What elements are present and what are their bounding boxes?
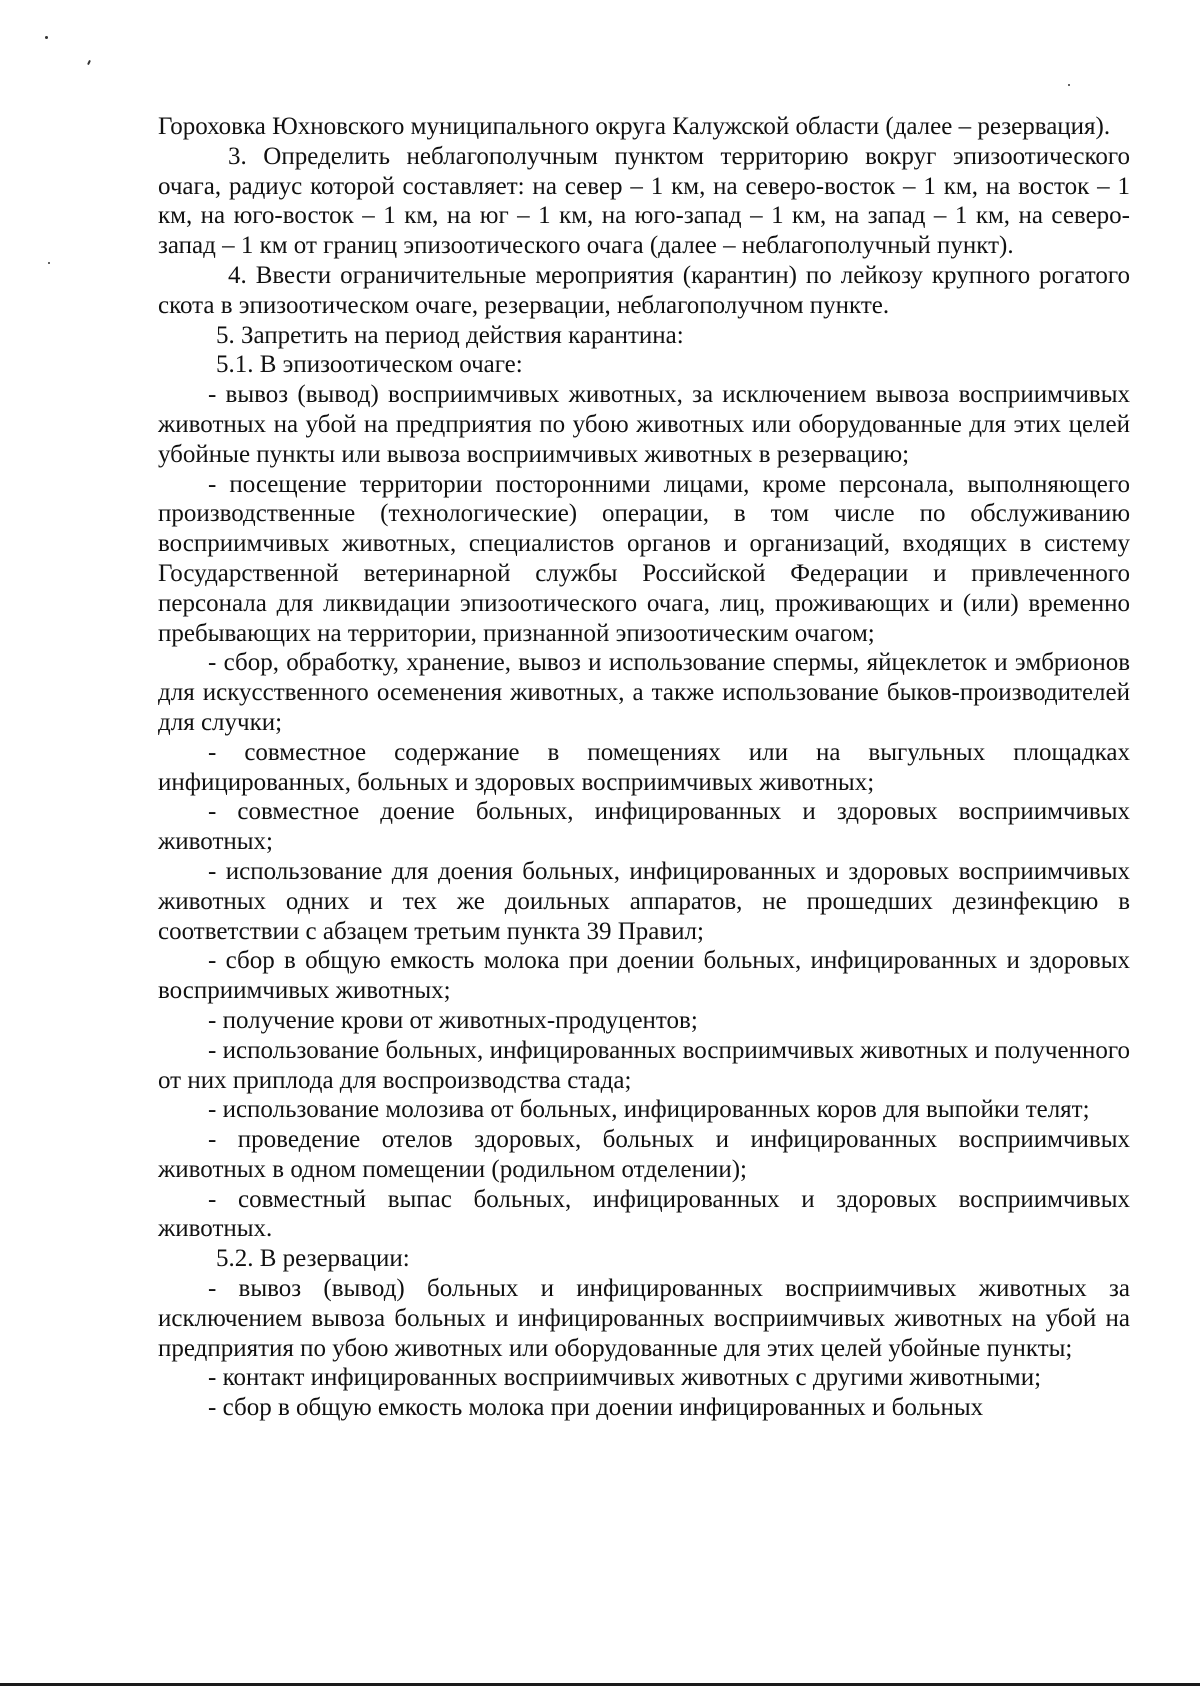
document-body bbox=[158, 112, 1130, 1423]
scan-speck bbox=[1068, 84, 1070, 86]
list-item: - получение крови от животных-продуцентов; bbox=[208, 1006, 698, 1034]
list-item: - использование молозива от больных, инфицированных коров для выпойки телят; bbox=[208, 1096, 1090, 1124]
scan-speck bbox=[87, 60, 91, 65]
list-item: - проведение отелов здоровых, больных и инфицированных восприимчивых животных в одном помещении (родильном отделении); bbox=[158, 1126, 1130, 1183]
paragraph: 3. Определить неблагополучным пунктом территорию вокруг эпизоотического очага, радиус которой составляет: на север – 1 км, на северо-восток – 1 км, на восток – 1 км, на юго-восток – 1 км, на юг – 1 км, на юго-запад – 1 км, на запад – 1 км, на северо-запад – 1 км от границ эпизоотического очага (далее – неблагополучный пункт). bbox=[158, 142, 1130, 260]
list-item: - контакт инфицированных восприимчивых животных с другими животными; bbox=[208, 1364, 1042, 1392]
scan-speck bbox=[45, 36, 48, 39]
paragraph: 5.1. В эпизоотическом очаге: bbox=[216, 351, 523, 379]
paragraph: 4. Ввести ограничительные мероприятия (карантин) по лейкозу крупного рогатого скота в эпизоотическом очаге, резервации, неблагополучном пункте. bbox=[158, 261, 1130, 319]
list-item: - использование больных, инфицированных восприимчивых животных и полученного от них приплода для воспроизводства стада; bbox=[158, 1036, 1130, 1094]
page-bottom-edge bbox=[0, 1683, 1200, 1686]
list-item: - сбор, обработку, хранение, вывоз и использование спермы, яйцеклеток и эмбрионов для искусственного осеменения животных, а также использование быков-производителей для случки; bbox=[158, 649, 1130, 736]
paragraph: 5. Запретить на период действия карантина: bbox=[216, 321, 684, 349]
list-item: - использование для доения больных, инфицированных и здоровых восприимчивых животных одних и тех же доильных аппаратов, не прошедших дезинфекцию в соответствии с абзацем третьим пункта 39 Правил; bbox=[158, 857, 1130, 945]
paragraph: 5.2. В резервации: bbox=[216, 1245, 410, 1273]
paragraph: Гороховка Юхновского муниципального округа Калужской области (далее – резервация). bbox=[158, 113, 1111, 140]
list-item: - вывоз (вывод) восприимчивых животных, за исключением вывоза восприимчивых животных на убой на предприятия по убою животных или оборудованные для этих целей убойные пункты или вывоза восприимчивых животных в резервацию; bbox=[158, 381, 1130, 468]
list-item: - вывоз (вывод) больных и инфицированных восприимчивых животных за исключением вывоза больных и инфицированных восприимчивых животных на убой на предприятия по убою животных или оборудованные для этих целей убойные пункты; bbox=[158, 1275, 1130, 1362]
scan-speck bbox=[48, 262, 50, 264]
list-item: - совместное содержание в помещениях или на выгульных площадках инфицированных, больных и здоровых восприимчивых животных; bbox=[158, 738, 1130, 796]
list-item: - совместное доение больных, инфицированных и здоровых восприимчивых животных; bbox=[158, 798, 1130, 856]
list-item: - посещение территории посторонними лицами, кроме персонала, выполняющего производственные (технологические) операции, в том числе по обслуживанию восприимчивых животных, специалистов органов и организаций, входящих в систему Государственной ветеринарной службы Российской Федерации и привлеченного персонала для ликвидации эпизоотического очага, лиц, проживающих и (или) временно пребывающих на территории, признанной эпизоотическим очагом; bbox=[158, 470, 1130, 647]
list-item: - сбор в общую емкость молока при доении инфицированных и больных bbox=[208, 1394, 984, 1422]
list-item: - сбор в общую емкость молока при доении больных, инфицированных и здоровых восприимчивых животных; bbox=[158, 947, 1130, 1005]
list-item: - совместный выпас больных, инфицированных и здоровых восприимчивых животных. bbox=[158, 1185, 1130, 1243]
